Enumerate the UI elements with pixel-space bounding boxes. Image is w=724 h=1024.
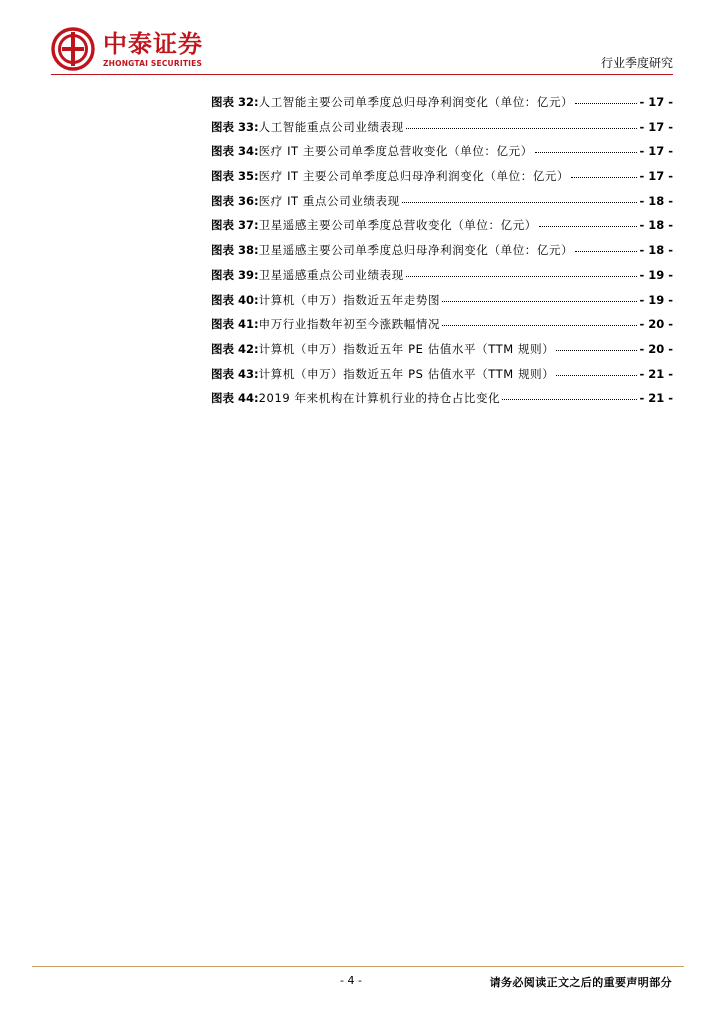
company-logo [51,27,221,71]
dot-leader [406,276,638,277]
logo-chinese-name: 中泰证券 [103,30,203,58]
toc-entry[interactable] [211,168,673,193]
figure-label: 图表 36: [211,193,259,208]
dot-leader [571,177,637,178]
toc-entry[interactable] [211,366,673,391]
toc-entry[interactable] [211,292,673,317]
dot-leader [402,202,638,203]
figure-title: 卫星遥感主要公司单季度总营收变化（单位：亿元） [258,218,537,233]
figure-title: 人工智能重点公司业绩表现 [258,119,404,134]
toc-entry[interactable] [211,242,673,267]
dot-leader [442,301,637,302]
dot-leader [406,128,638,129]
figure-label: 图表 44: [211,391,259,406]
figure-title: 计算机（申万）指数近五年走势图 [258,292,441,307]
figure-label: 图表 40: [211,292,259,307]
logo-english-name: ZHONGTAI SECURITIES [103,59,203,68]
figure-title: 卫星遥感重点公司业绩表现 [258,267,404,282]
page-reference: - 18 - [639,193,673,208]
figure-title: 计算机（申万）指数近五年 PS 估值水平（TTM 规则） [258,366,555,381]
disclaimer-text: 请务必阅读正文之后的重要声明部分 [489,976,672,989]
figure-title: 人工智能主要公司单季度总归母净利润变化（单位：亿元） [258,95,574,109]
page-reference: - 20 - [639,317,673,332]
page-reference: - 19 - [639,267,673,282]
figure-list [211,94,673,415]
toc-entry[interactable] [211,341,673,366]
figure-label: 图表 43: [211,366,259,381]
report-type: 行业季度研究 [600,56,673,70]
toc-entry[interactable] [211,119,673,144]
figure-title: 医疗 IT 主要公司单季度总归母净利润变化（单位：亿元） [258,169,570,184]
figure-title: 医疗 IT 重点公司业绩表现 [258,193,400,208]
toc-entry[interactable] [211,267,673,292]
figure-label: 图表 33: [211,119,259,134]
dot-leader [556,375,637,376]
zhongtai-logo-icon [51,27,95,71]
page-reference: - 20 - [639,341,673,356]
page-reference: - 19 - [639,292,673,307]
dot-leader [575,103,637,104]
figure-title: 医疗 IT 主要公司单季度总营收变化（单位：亿元） [258,144,533,159]
page-reference: - 17 - [639,95,673,109]
figure-title: 申万行业指数年初至今涨跌幅情况 [258,317,441,332]
toc-entry[interactable] [211,316,673,341]
figure-label: 图表 37: [211,218,259,233]
figure-label: 图表 38: [211,243,259,258]
page-reference: - 21 - [639,366,673,381]
footer-divider [32,966,684,967]
toc-entry[interactable] [211,390,673,415]
dot-leader [535,152,638,153]
dot-leader [556,350,637,351]
toc-entry[interactable] [211,193,673,218]
figure-label: 图表 35: [211,169,259,184]
toc-entry[interactable] [211,143,673,168]
figure-label: 图表 42: [211,341,259,356]
dot-leader [502,399,637,400]
page-reference: - 17 - [639,144,673,159]
page-reference: - 17 - [639,119,673,134]
page-reference: - 18 - [639,243,673,258]
figure-label: 图表 32: [211,95,259,109]
figure-title: 2019 年来机构在计算机行业的持仓占比变化 [258,391,501,406]
figure-title: 卫星遥感主要公司单季度总归母净利润变化（单位：亿元） [258,243,574,258]
figure-label: 图表 34: [211,144,259,159]
page-reference: - 17 - [639,169,673,184]
figure-label: 图表 39: [211,267,259,282]
dot-leader [575,251,637,252]
toc-entry[interactable] [211,217,673,242]
figure-label: 图表 41: [211,317,259,332]
dot-leader [442,325,637,326]
figure-title: 计算机（申万）指数近五年 PE 估值水平（TTM 规则） [258,341,555,356]
dot-leader [539,226,638,227]
page-reference: - 18 - [639,218,673,233]
header-divider [51,74,673,75]
page-number: - 4 - [340,974,362,987]
page-reference: - 21 - [639,391,673,406]
toc-entry[interactable] [211,94,673,119]
